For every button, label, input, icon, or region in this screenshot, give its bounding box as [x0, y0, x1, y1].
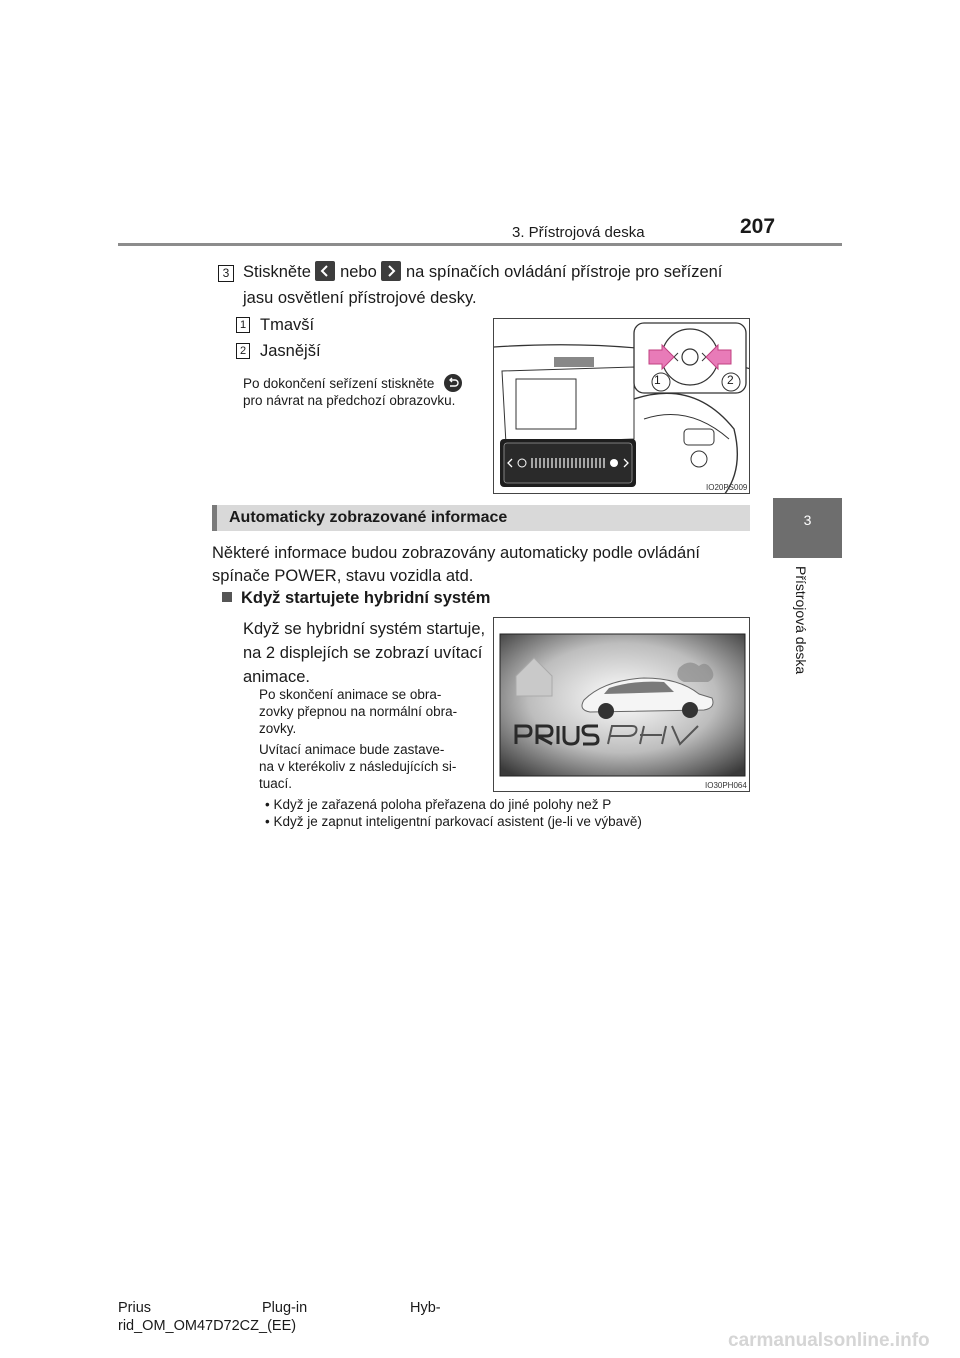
note-stop-line2: na v kterékoliv z následujících si- — [259, 759, 457, 774]
footer-model-a: Prius — [118, 1300, 152, 1316]
body-line2: na 2 displejích se zobrazí uvítací — [243, 644, 483, 662]
section-heading — [212, 505, 750, 531]
step-text-line2: jasu osvětlení přístrojové desky. — [243, 289, 477, 307]
body-line1: Když se hybridní systém startuje, — [243, 620, 486, 638]
item-marker-2: 2 — [236, 343, 250, 359]
chevron-right-icon — [381, 261, 401, 281]
footer-doc-id: rid_OM_OM47D72CZ_(EE) — [118, 1318, 297, 1334]
back-icon — [444, 374, 462, 392]
list-item: • Když je zařazená poloha přeřazena do jiné polohy než P — [265, 797, 612, 812]
list-item: • Když je zapnut inteligentní parkovací asistent (je-li ve výbavě) — [265, 814, 642, 829]
footer-model-b: Plug-in — [262, 1300, 308, 1316]
footer-model-c: Hyb- — [410, 1300, 441, 1316]
step-text-line1 — [243, 260, 722, 284]
chapter-tab-label-wrap — [773, 558, 842, 693]
header-divider — [118, 243, 842, 246]
intro-line2: spínače POWER, stavu vozidla atd. — [212, 567, 474, 585]
note-animation-line2: zovky přepnou na normální obra- — [259, 704, 458, 719]
callout-1: 1 — [654, 373, 661, 387]
note-text-1: Po dokončení seřízení stiskněte — [243, 376, 435, 391]
step-text-c: na spínačích ovládání přístroje pro seřízení — [405, 263, 723, 281]
item-label-brighter: Jasnější — [260, 342, 321, 360]
section-title: 3. Přístrojová deska — [512, 224, 645, 241]
watermark: carmanualsonline.info — [728, 1330, 930, 1351]
section-heading-text: Automaticky zobrazované informace — [229, 509, 508, 526]
note-line2: pro návrat na předchozí obrazovku. — [243, 393, 456, 408]
subheading-text: Když startujete hybridní systém — [241, 589, 491, 607]
step-marker: 3 — [218, 265, 234, 282]
note-stop-line3: tuací. — [259, 776, 293, 791]
note-stop-line1: Uvítací animace bude zastave- — [259, 742, 445, 757]
chapter-tab-label: Přístrojová deska — [793, 566, 809, 675]
subheading — [222, 586, 490, 610]
note-animation-line1: Po skončení animace se obra- — [259, 687, 442, 702]
note-line1 — [243, 374, 462, 392]
item-label-darker: Tmavší — [260, 316, 315, 334]
figure-welcome-animation — [493, 617, 750, 792]
note-animation-line3: zovky. — [259, 721, 297, 736]
figure-instrument-brightness — [493, 318, 750, 494]
step-text-a: Stiskněte — [243, 263, 311, 281]
chevron-left-icon — [315, 261, 335, 281]
body-line3: animace. — [243, 668, 310, 686]
callout-2: 2 — [727, 373, 734, 387]
page-number: 207 — [740, 215, 776, 238]
figure-dashboard-illustration — [494, 319, 750, 494]
chapter-tab — [773, 498, 842, 558]
figure1-code: IO20PS009 — [706, 483, 748, 492]
chapter-tab-number: 3 — [803, 512, 812, 528]
figure2-code: IO30PH064 — [705, 781, 747, 790]
item-marker-1: 1 — [236, 317, 250, 333]
figure-welcome-screen — [494, 618, 750, 792]
square-bullet-icon — [222, 592, 232, 602]
step-text-b: nebo — [340, 263, 377, 281]
intro-line1: Některé informace budou zobrazovány automaticky podle ovládání — [212, 544, 700, 562]
